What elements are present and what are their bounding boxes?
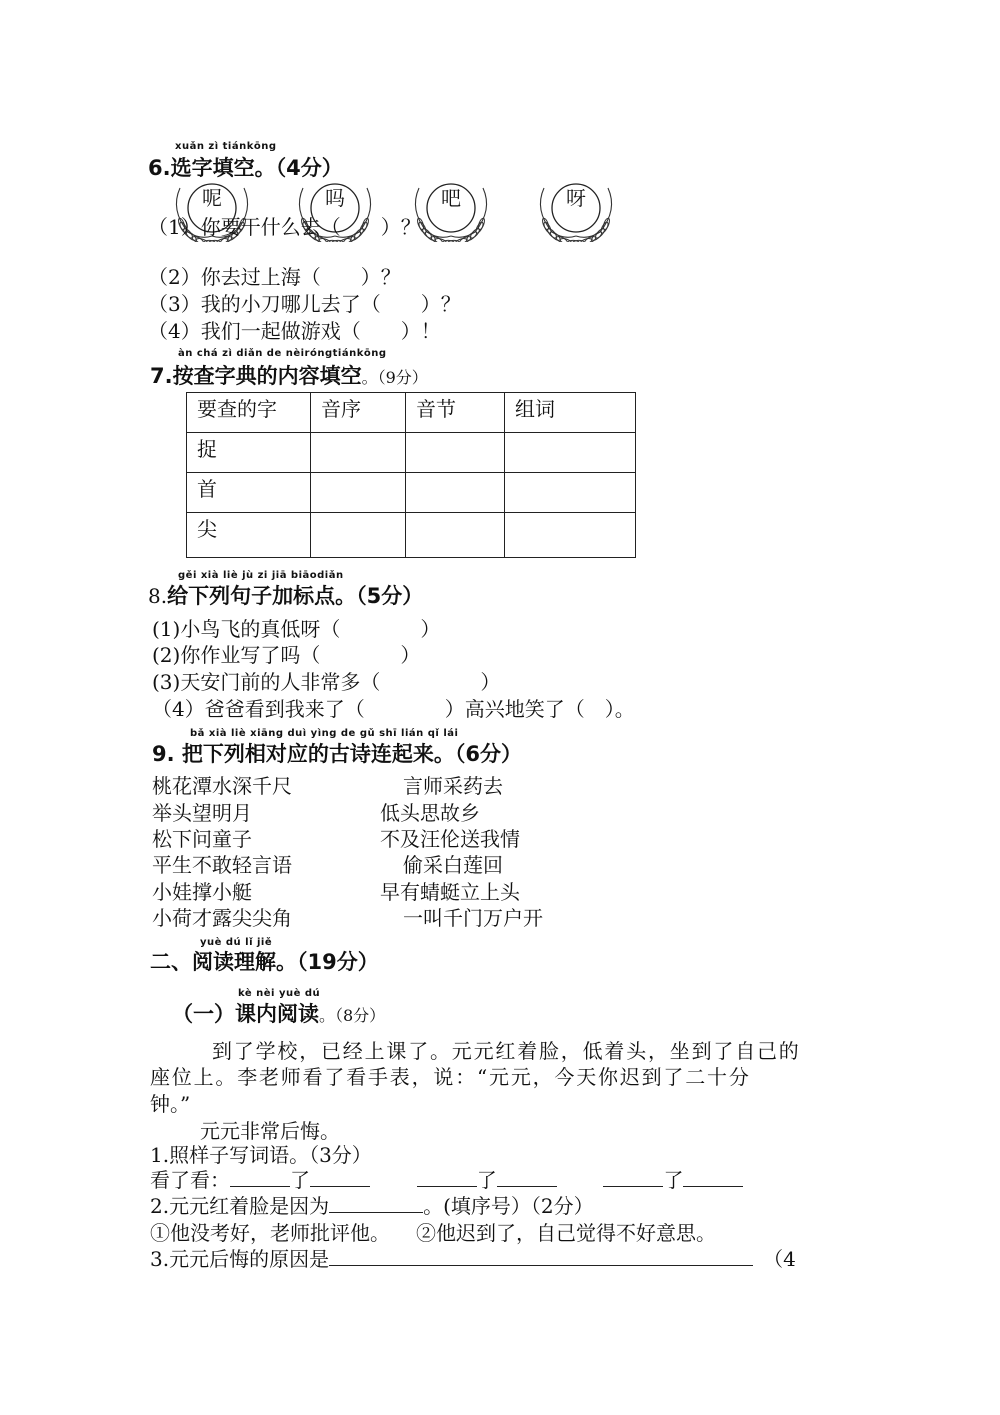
- q2-option-1: ①他没考好，老师批评他。: [150, 1221, 390, 1245]
- poem-left-1[interactable]: 桃花潭水深千尺: [152, 774, 292, 798]
- reading-q2-options: [150, 1217, 716, 1246]
- reading-q2-row: [150, 1190, 594, 1219]
- poem-left-5[interactable]: 小娃撑小艇: [152, 880, 252, 904]
- passage-line-3: 钟。”: [150, 1092, 191, 1116]
- q1-example-label: 看了看：: [150, 1168, 230, 1192]
- choice-char-4[interactable]: 呀: [566, 186, 586, 210]
- q1-blank-2a[interactable]: [417, 1185, 477, 1187]
- table-header-row: [187, 393, 636, 433]
- table-cell-blank[interactable]: [406, 473, 505, 513]
- q2-answer-blank[interactable]: [329, 1211, 423, 1213]
- table-header-word: 组词: [505, 393, 636, 433]
- passage-line-1: 到了学校，已经上课了。元元红着脸，低着头，坐到了自己的: [212, 1039, 801, 1063]
- q1-blank-3b[interactable]: [683, 1185, 743, 1187]
- reading-q3-row: [150, 1243, 796, 1272]
- table-cell-blank[interactable]: [505, 433, 636, 473]
- q6-title: 6.选字填空。（4分）: [148, 156, 343, 180]
- q6-item-2: （2）你去过上海（ ）？: [148, 265, 401, 289]
- reading-q2-prefix: 2.元元红着脸是因为: [150, 1194, 330, 1218]
- poem-left-2[interactable]: 举头望明月: [152, 801, 252, 825]
- table-row: [187, 513, 636, 558]
- reading1-pinyin: kè nèi yuè dú: [238, 988, 321, 999]
- poem-right-5[interactable]: 早有蜻蜓立上头: [380, 880, 520, 904]
- poem-right-2[interactable]: 低头思故乡: [380, 801, 480, 825]
- reading-q1-answer-row: [150, 1164, 743, 1193]
- q9-pinyin: bǎ xià liè xiāng duì yìng de gǔ shī lián qǐ lái: [190, 728, 459, 739]
- q8-item-3: (3)天安门前的人非常多（ ）: [152, 670, 501, 694]
- table-row: [187, 433, 636, 473]
- section2-pinyin: yuè dú lǐ jiě: [200, 937, 273, 948]
- section2-title: 二、阅读理解。（19分）: [150, 950, 379, 974]
- table-row: [187, 473, 636, 513]
- table-header-char: 要查的字: [187, 393, 311, 433]
- poem-right-6[interactable]: 一叫千门万户开: [403, 906, 543, 930]
- reading-q3-prefix: 3.元元后悔的原因是: [150, 1247, 330, 1271]
- table-cell-blank[interactable]: [311, 513, 406, 558]
- poem-left-6[interactable]: 小荷才露尖尖角: [152, 906, 292, 930]
- q1-blank-3a[interactable]: [603, 1185, 663, 1187]
- q8-item-1: (1)小鸟飞的真低呀（ ）: [152, 617, 441, 641]
- reading-q3-suffix: （4: [763, 1247, 796, 1271]
- poem-right-1[interactable]: 言师采药去: [403, 774, 503, 798]
- reading1-title-row: [172, 998, 385, 1028]
- q1-le-1: 了: [290, 1168, 310, 1192]
- q7-score: 。（9分）: [361, 368, 428, 387]
- reading1-score: 。（8分）: [319, 1006, 386, 1025]
- table-cell-blank[interactable]: [406, 513, 505, 558]
- q6-item-1: （1）你要干什么去（ ）？: [148, 215, 421, 239]
- table-cell-blank[interactable]: [311, 473, 406, 513]
- passage-line-2: 座位上。李老师看了看手表，说：“元元，今天你迟到了二十分: [150, 1065, 751, 1089]
- q8-title-row: [148, 580, 423, 610]
- q9-title: 9. 把下列相对应的古诗连起来。（6分）: [152, 742, 523, 766]
- poem-right-4[interactable]: 偷采白莲回: [403, 853, 503, 877]
- reading-q2-suffix: 。(填序号）（2分）: [423, 1194, 594, 1218]
- q1-le-2: 了: [476, 1168, 497, 1192]
- q1-blank-1b[interactable]: [310, 1185, 370, 1187]
- poem-left-4[interactable]: 平生不敢轻言语: [152, 853, 292, 877]
- q6-item-4: （4）我们一起做游戏（ ）！: [148, 319, 441, 343]
- choice-char-3[interactable]: 吧: [441, 186, 461, 210]
- table-header-syllable: 音节: [406, 393, 505, 433]
- q6-item-3: （3）我的小刀哪儿去了（ ）？: [148, 292, 461, 316]
- reading1-title: （一）课内阅读: [172, 1002, 319, 1026]
- q2-option-2: ②他迟到了，自己觉得不好意思。: [416, 1221, 716, 1245]
- reading-q1: 1.照样子写词语。（3分）: [150, 1143, 372, 1167]
- poem-left-3[interactable]: 松下问童子: [152, 827, 252, 851]
- q8-item-4: （4）爸爸看到我来了（ ）高兴地笑了（ ）。: [152, 697, 635, 721]
- choice-char-2[interactable]: 吗: [325, 186, 345, 210]
- q8-item-2: (2)你作业写了吗（ ）: [152, 643, 421, 667]
- q1-blank-1a[interactable]: [230, 1185, 290, 1187]
- q1-le-3: 了: [663, 1168, 684, 1192]
- q7-pinyin: àn chá zì diǎn de nèiróngtiánkōng: [178, 348, 387, 359]
- table-cell-char: 捉: [187, 433, 311, 473]
- table-cell-char: 首: [187, 473, 311, 513]
- q3-answer-blank[interactable]: [329, 1264, 753, 1266]
- table-cell-char: 尖: [187, 513, 311, 558]
- table-header-initial: 音序: [311, 393, 406, 433]
- q8-title: 给下列句子加标点。（5分）: [167, 584, 424, 608]
- dictionary-table: [186, 392, 636, 558]
- table-cell-blank[interactable]: [505, 513, 636, 558]
- q8-title-num: 8.: [148, 584, 168, 608]
- q7-title: 7.按查字典的内容填空: [150, 364, 362, 388]
- passage-para-2: 元元非常后悔。: [200, 1119, 340, 1143]
- choice-char-1[interactable]: 呢: [202, 186, 222, 210]
- table-cell-blank[interactable]: [311, 433, 406, 473]
- q1-blank-2b[interactable]: [497, 1185, 557, 1187]
- choice-wreath-4: [530, 180, 622, 242]
- poem-right-3[interactable]: 不及汪伦送我情: [380, 827, 520, 851]
- q8-pinyin: gěi xià liè jù zi jiā biāodiǎn: [178, 570, 344, 581]
- q6-pinyin: xuǎn zì tiánkōng: [175, 141, 277, 152]
- table-cell-blank[interactable]: [406, 433, 505, 473]
- q7-title-row: [150, 360, 428, 390]
- table-cell-blank[interactable]: [505, 473, 636, 513]
